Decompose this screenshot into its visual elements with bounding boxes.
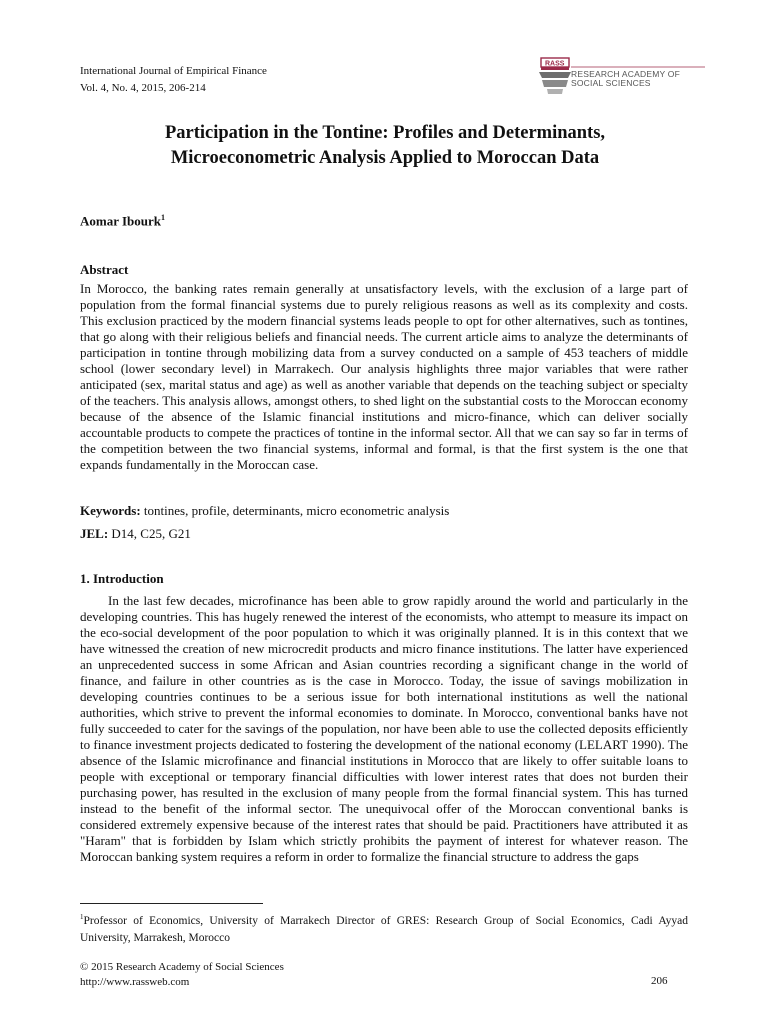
footer-copyright: © 2015 Research Academy of Social Sciences xyxy=(80,961,284,973)
footnote-text: Professor of Economics, University of Marrakech Director of GRES: Research Group of Social Economics, Cadi Ayyad University, Marrakesh, Morocco xyxy=(80,914,688,944)
page-number: 206 xyxy=(651,975,668,987)
title-line-1: Participation in the Tontine: Profiles and Determinants, xyxy=(164,123,606,143)
journal-name: International Journal of Empirical Finance xyxy=(80,65,267,77)
abstract-heading: Abstract xyxy=(80,262,129,277)
introduction-heading: 1. Introduction xyxy=(80,571,164,586)
logo-line-1: RESEARCH ACADEMY OF xyxy=(571,69,680,79)
footnote-mark: 1 xyxy=(80,913,84,921)
svg-text:RASS: RASS xyxy=(545,60,565,68)
rass-logo xyxy=(537,52,707,98)
jel-value: D14, C25, G21 xyxy=(111,526,191,541)
author-name: Aomar Ibourk xyxy=(80,213,162,229)
logo-line-2: SOCIAL SCIENCES xyxy=(571,78,651,88)
introduction-text: In the last few decades, microfinance has been able to grow rapidly around the world and particularly in the developing countries. This has hugely renewed the interest of the economists, who attempt to measure its impact on the eco-social development of the poor population to which it was originally planned. It is in this context that we have witnessed the creation of new microcredit products and micro finance institutions. The latter have experienced an unprecedented success in some African and Asian countries recording a significant change in the world of finance, and failure in other countries as is the case in Morocco. Today, the issue of savings mobilization in developing countries continues to be a serious issue for both international institutions as well the national authorities, which strive to prevent the informal economies to dominate. In Morocco, conventional banks have not fully succeeded to cater for the savings of the population, nor have been able to use the collected deposits efficiently to finance investment projects dedicated to fostering the development of the national economy (LELART 1990). The absence of the Islamic microfinance and financial institutions in Morocco that are likely to offer suitable loans to people with exceptional or temporary financial difficulties with lower interest rates that does not burden their purchasing power, has resulted in the exclusion of many people from the formal financial system. This has turned instead to the benefit of the informal sector. The unequivocal offer of the Moroccan conventional banks is considered extremely expensive because of the interest rates that should be paid. Practitioners have attributed it as "Haram" that is forbidden by Islam which strictly prohibits the payment of interest for whatever reason. The Moroccan banking system requires a reform in order to formalize the financial structure to address the gaps xyxy=(80,593,688,864)
journal-volume: Vol. 4, No. 4, 2015, 206-214 xyxy=(80,82,206,94)
logo-text xyxy=(571,70,680,88)
author xyxy=(80,213,165,229)
abstract-text: In Morocco, the banking rates remain generally at unsatisfactory levels, with the exclusion of a large part of population from the formal financial systems due to purely religious reasons as well as its complexity and costs. This exclusion practiced by the modern financial systems leads people to opt for other alternatives, such as tontines, that go along with their religious beliefs and financial needs. The current article aims to analyze the determinants of participation in tontine through mobilizing data from a survey conducted on a sample of 453 teachers of middle school (lower secondary level) in Marrakech. Our analysis highlights three major variables that were rather anticipated (sex, marital status and age) as well as another variable that depends on the teaching subject or specialty of the teachers. This analysis allows, amongst others, to shed light on the substantial costs to the Moroccan economy because of the absence of the Islamic financial institutions and micro-finance, which can deliver socially accountable products to compete the practices of tontine in the informal sector. All that we can say so far in terms of the competition between the two financial systems, informal and formal, is that the first system is the one that expands fundamentally in the Moroccan case. xyxy=(80,281,688,472)
article-title xyxy=(80,121,690,171)
author-footnote-mark: 1 xyxy=(161,213,166,222)
jel-codes xyxy=(80,526,191,542)
keywords-label: Keywords: xyxy=(80,503,141,518)
journal-header xyxy=(80,63,267,97)
jel-label: JEL: xyxy=(80,526,109,541)
keywords-value: tontines, profile, determinants, micro econometric analysis xyxy=(143,503,450,518)
footer-url[interactable]: http://www.rassweb.com xyxy=(80,976,190,988)
page-footer xyxy=(80,960,284,990)
footnote xyxy=(80,909,688,947)
keywords xyxy=(80,503,449,519)
title-line-2: Microeconometric Analysis Applied to Moroccan Data xyxy=(170,148,600,168)
footnote-divider xyxy=(80,903,263,904)
